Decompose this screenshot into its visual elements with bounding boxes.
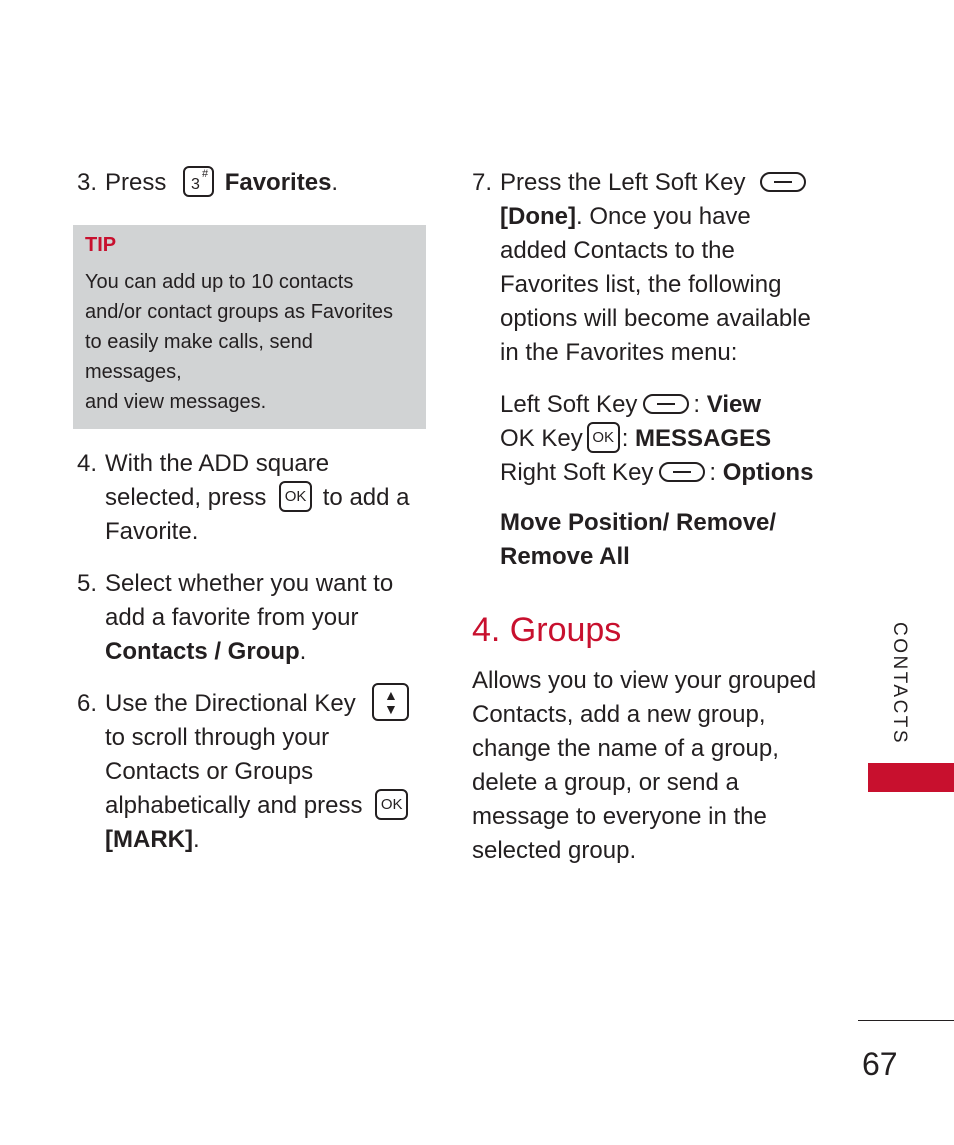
tip-label: TIP <box>85 234 117 256</box>
directional-key-icon: ▲ ▼ <box>372 683 409 721</box>
right-soft-key-icon <box>659 462 705 482</box>
left-soft-key-icon <box>760 172 806 192</box>
step-7: 7. Press the Left Soft Key [Done]. Once you have added Contacts to the Favorites list, the following options will become available in the Favorites menu: <box>472 166 822 370</box>
step-number: 7. <box>472 169 493 196</box>
mapping-right-soft-key: Right Soft Key : Options <box>500 459 814 486</box>
left-soft-key-icon <box>643 394 689 414</box>
ok-key-icon: OK <box>587 422 620 453</box>
step-number: 3. <box>77 169 98 196</box>
section-tab-marker <box>868 763 954 792</box>
page-number: 67 <box>862 1046 898 1082</box>
tip-line: and view messages. <box>85 391 267 413</box>
favorites-label: Favorites <box>224 169 332 196</box>
groups-description: Allows you to view your grouped Contacts, add a new group, change the name of a group, delete a group, or send a message to everyone in the selected group. <box>472 667 817 864</box>
tip-line: to easily make calls, send messages, <box>85 331 313 383</box>
groups-heading: 4. Groups <box>472 611 622 649</box>
step-6: 6. Use the Directional Key ▲ ▼ to scroll through your Contacts or Groups alphabetically and press OK [MARK]. <box>77 687 422 857</box>
step-number: 5. <box>77 570 98 597</box>
done-label: [Done] <box>500 203 576 230</box>
tip-line: and/or contact groups as Favorites <box>85 301 393 323</box>
key-3-icon: 3 # <box>183 166 214 197</box>
menu-options: Move Position/ Remove/ Remove All <box>500 509 777 570</box>
ok-key-icon: OK <box>279 481 312 512</box>
step-number: 4. <box>77 450 98 477</box>
step-number: 6. <box>77 690 98 717</box>
key-mapping-list <box>500 388 822 490</box>
left-column <box>77 166 422 875</box>
mapping-left-soft-key: Left Soft Key : View <box>500 391 762 418</box>
section-side-label: CONTACTS <box>889 622 910 746</box>
ok-key-icon: OK <box>375 789 408 820</box>
step-5: 5. Select whether you want to add a favorite from your Contacts / Group. <box>77 567 422 669</box>
step-3: 3. Press 3 # Favorites. <box>77 166 422 200</box>
tip-line: You can add up to 10 contacts <box>85 271 354 293</box>
mapping-ok-key: OK Key OK : MESSAGES <box>500 422 822 456</box>
contacts-group-label: Contacts / Group <box>105 638 300 665</box>
footer-rule <box>858 1020 954 1021</box>
tip-box <box>73 225 426 429</box>
step-4: 4. With the ADD square selected, press OK to add a Favorite. <box>77 447 422 549</box>
mark-label: [MARK] <box>105 826 193 853</box>
right-column <box>472 166 822 868</box>
